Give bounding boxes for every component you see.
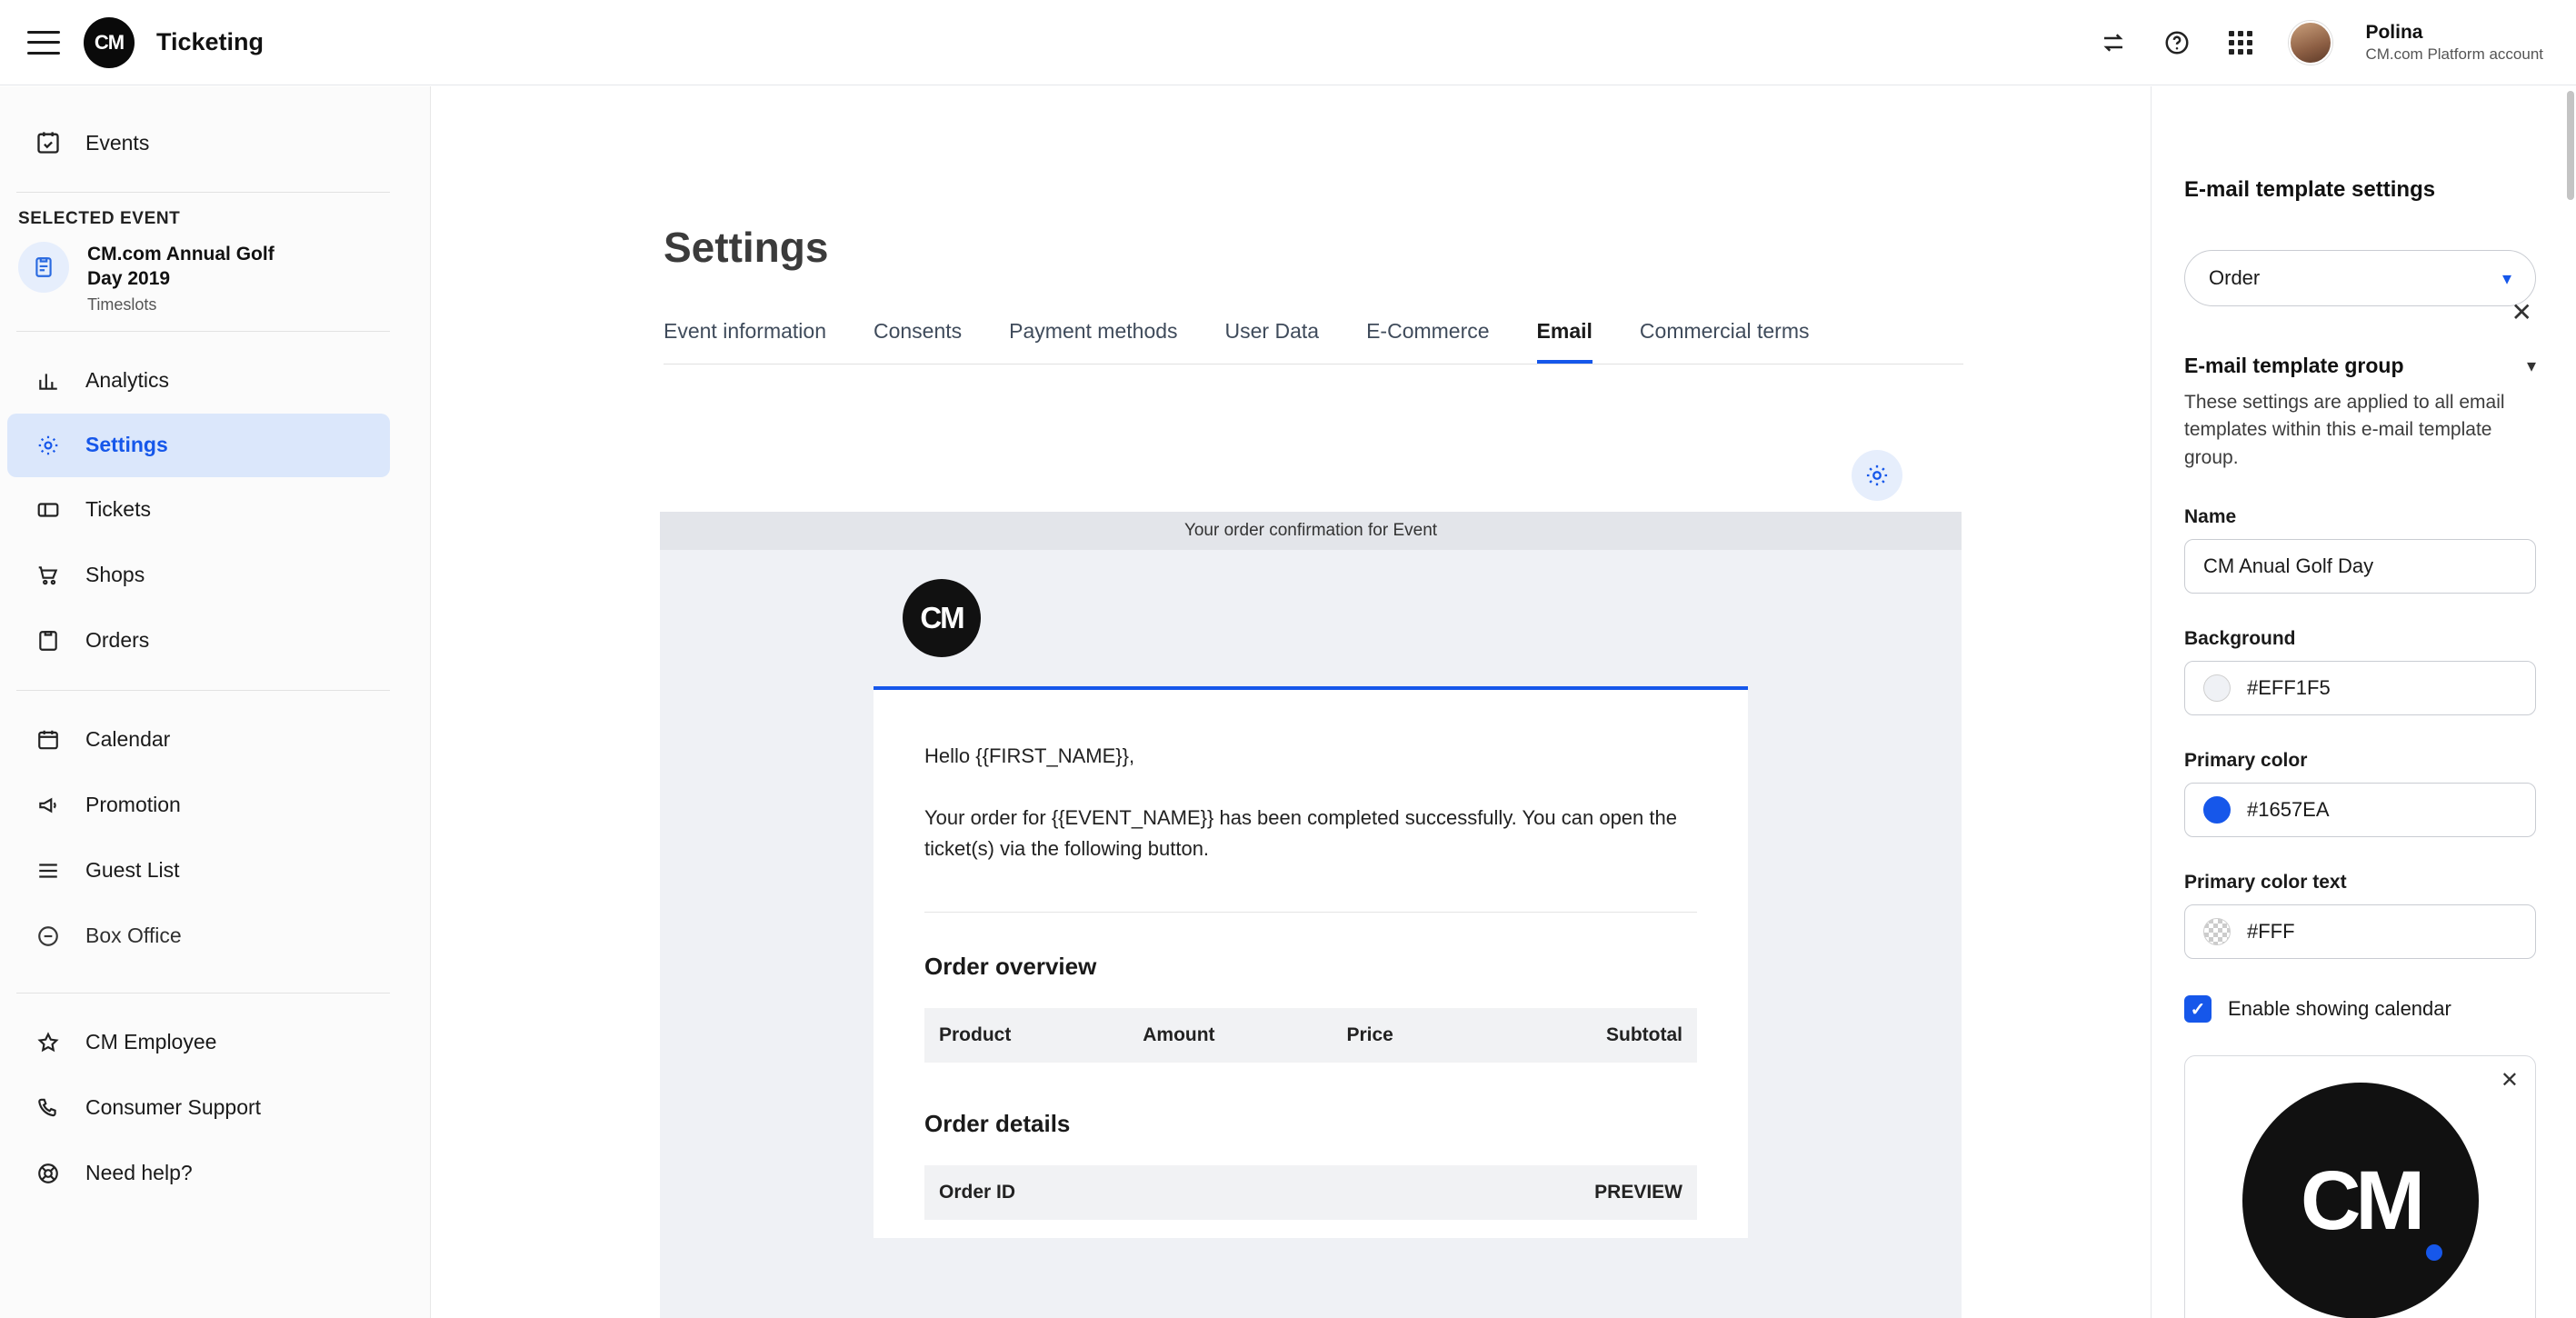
tab-e-commerce[interactable]: E-Commerce: [1366, 319, 1490, 343]
background-field-value: #EFF1F5: [2247, 676, 2331, 700]
sidebar-item-label: Orders: [85, 628, 150, 653]
question-circle-icon[interactable]: [2162, 27, 2192, 58]
color-swatch-icon: [2203, 796, 2231, 824]
background-color-field[interactable]: [2184, 661, 2536, 715]
sidebar-item-label: CM Employee: [85, 1030, 217, 1054]
sidebar-item-label: Settings: [85, 433, 168, 457]
sidebar-item-cm-employee[interactable]: [0, 1010, 430, 1075]
sidebar-item-consumer-support[interactable]: [0, 1075, 430, 1141]
lifebuoy-icon: [35, 1160, 62, 1187]
email-logo: [903, 579, 981, 657]
email-body-text: Your order for {{EVENT_NAME}} has been completed successfully. You can open the ticket(s) via the following button.: [924, 806, 1677, 861]
email-logo-area: [874, 550, 1748, 686]
email-divider: [924, 912, 1697, 913]
checkbox-checked-icon[interactable]: ✓: [2184, 995, 2212, 1023]
sidebar-item-tickets[interactable]: [0, 477, 430, 543]
sidebar-item-label: Calendar: [85, 727, 171, 752]
chevron-down-icon: ▾: [2526, 356, 2536, 376]
order-overview-table: [924, 1008, 1697, 1063]
column-price: Price: [1332, 1008, 1484, 1063]
primary-color-text-field-value: #FFF: [2247, 920, 2295, 944]
name-field-value: CM Anual Golf Day: [2203, 554, 2374, 578]
panel-title: E-mail template settings: [2184, 177, 2436, 202]
calendar-icon: [35, 726, 62, 754]
template-logo: [2242, 1083, 2479, 1318]
table-row: [924, 1165, 1697, 1220]
sidebar-item-label: Consumer Support: [85, 1095, 262, 1120]
top-bar: [0, 0, 2576, 85]
column-product: Product: [924, 1008, 1128, 1063]
sidebar-item-label: Events: [85, 130, 150, 155]
order-overview-title: Order overview: [924, 953, 1097, 981]
main-content: [432, 86, 2150, 1318]
star-icon: [35, 1029, 62, 1056]
app-grid-icon[interactable]: [2225, 27, 2256, 58]
gear-icon: [1864, 463, 1890, 488]
template-group-header[interactable]: [2184, 354, 2536, 378]
sidebar: [0, 86, 431, 1318]
table-header-row: [924, 1008, 1697, 1063]
sidebar-item-settings[interactable]: [7, 414, 390, 477]
sidebar-item-events[interactable]: [0, 110, 430, 175]
transparent-swatch-icon: [2203, 918, 2231, 945]
template-group-description: These settings are applied to all email templates within this e-mail template group.: [2184, 392, 2505, 468]
bar-chart-icon: [35, 367, 62, 394]
sidebar-item-shops[interactable]: [0, 543, 430, 608]
template-select[interactable]: [2184, 250, 2536, 306]
sidebar-item-label: Shops: [85, 563, 145, 587]
logo-upload-card[interactable]: [2184, 1055, 2536, 1318]
order-details-title: Order details: [924, 1110, 1071, 1138]
sidebar-item-guest-list[interactable]: [0, 838, 430, 904]
sidebar-item-label: Need help?: [85, 1161, 193, 1185]
primary-color-text-field[interactable]: [2184, 904, 2536, 959]
enable-calendar-label: Enable showing calendar: [2228, 997, 2451, 1021]
tab-payment-methods[interactable]: Payment methods: [1009, 319, 1178, 343]
name-field[interactable]: [2184, 539, 2536, 594]
tab-event-information[interactable]: Event information: [664, 319, 826, 343]
user-account: CM.com Platform account: [2365, 45, 2543, 63]
event-clipboard-icon: [18, 242, 69, 293]
tab-commercial-terms[interactable]: Commercial terms: [1639, 319, 1810, 343]
box-office-icon: [35, 923, 62, 950]
sidebar-item-need-help[interactable]: [0, 1141, 430, 1206]
sidebar-item-analytics[interactable]: [0, 348, 430, 414]
cm-logo-text: CM: [94, 30, 125, 54]
clipboard-icon: [35, 627, 62, 654]
cart-icon: [35, 562, 62, 589]
user-name: Polina: [2365, 21, 2423, 43]
template-group-title: E-mail template group: [2184, 354, 2404, 377]
color-swatch-icon: [2203, 674, 2231, 702]
selected-event-label: SELECTED EVENT: [18, 209, 181, 228]
order-id-label: Order ID: [924, 1165, 1291, 1220]
sidebar-item-promotion[interactable]: [0, 773, 430, 838]
page-scrollbar[interactable]: [2567, 91, 2574, 200]
email-subject: Your order confirmation for Event: [660, 512, 1962, 550]
primary-color-field[interactable]: [2184, 783, 2536, 837]
megaphone-icon: [35, 792, 62, 819]
template-logo-text: CM: [2300, 1153, 2421, 1247]
email-logo-text: CM: [920, 601, 964, 634]
name-field-label: Name: [2184, 506, 2237, 528]
email-settings-gear-button[interactable]: [1852, 450, 1902, 501]
order-id-value: PREVIEW: [1291, 1165, 1697, 1220]
template-select-value: Order: [2209, 266, 2261, 289]
phone-icon: [35, 1094, 62, 1122]
column-amount: Amount: [1128, 1008, 1332, 1063]
avatar[interactable]: [2289, 21, 2332, 65]
enable-calendar-checkbox-row[interactable]: [2184, 995, 2536, 1023]
logo-dot: [2426, 1244, 2442, 1261]
hamburger-icon[interactable]: [27, 31, 60, 55]
sidebar-item-label: Box Office: [85, 924, 182, 948]
primary-color-field-value: #1657EA: [2247, 798, 2330, 822]
sidebar-item-label: Guest List: [85, 858, 180, 883]
sidebar-item-box-office[interactable]: [0, 904, 430, 969]
selected-event-sub: Timeslots: [87, 295, 157, 314]
order-details-table: [924, 1165, 1697, 1220]
email-card: [874, 686, 1748, 1238]
sidebar-item-label: Tickets: [85, 497, 151, 522]
selected-event[interactable]: [0, 242, 430, 315]
tab-consents[interactable]: Consents: [873, 319, 963, 343]
app-title: Ticketing: [156, 28, 265, 55]
close-icon[interactable]: ✕: [2511, 298, 2532, 326]
user-info[interactable]: [2365, 21, 2543, 65]
sidebar-divider-2: [16, 331, 390, 332]
email-preview: [660, 512, 1962, 1318]
swap-horizontal-icon[interactable]: [2098, 27, 2129, 58]
cm-logo: [84, 17, 135, 68]
page-title: Settings: [664, 224, 829, 271]
sidebar-divider-1: [16, 192, 390, 193]
gear-icon: [35, 432, 62, 459]
sidebar-item-orders[interactable]: [0, 608, 430, 674]
settings-tabs: [664, 319, 1963, 364]
sidebar-item-label: Analytics: [85, 368, 170, 393]
tab-user-data[interactable]: User Data: [1224, 319, 1320, 343]
selected-event-name: CM.com Annual Golf Day 2019: [87, 244, 275, 290]
chevron-down-icon: ▾: [2501, 268, 2511, 289]
close-icon[interactable]: ✕: [2500, 1068, 2519, 1093]
sidebar-item-calendar[interactable]: [0, 707, 430, 773]
sidebar-divider-3: [16, 690, 390, 691]
top-bar-actions: [2098, 21, 2543, 65]
list-icon: [35, 857, 62, 884]
tab-email[interactable]: Email: [1537, 319, 1593, 364]
email-greeting: Hello {{FIRST_NAME}},: [924, 744, 1135, 767]
ticket-icon: [35, 496, 62, 524]
background-field-label: Background: [2184, 628, 2296, 650]
calendar-check-icon: [35, 129, 62, 156]
email-template-settings-panel: [2151, 86, 2569, 1318]
primary-color-field-label: Primary color: [2184, 750, 2308, 772]
column-subtotal: Subtotal: [1484, 1008, 1697, 1063]
primary-color-text-field-label: Primary color text: [2184, 872, 2347, 894]
sidebar-item-label: Promotion: [85, 793, 181, 817]
email-body: [874, 550, 1748, 1238]
